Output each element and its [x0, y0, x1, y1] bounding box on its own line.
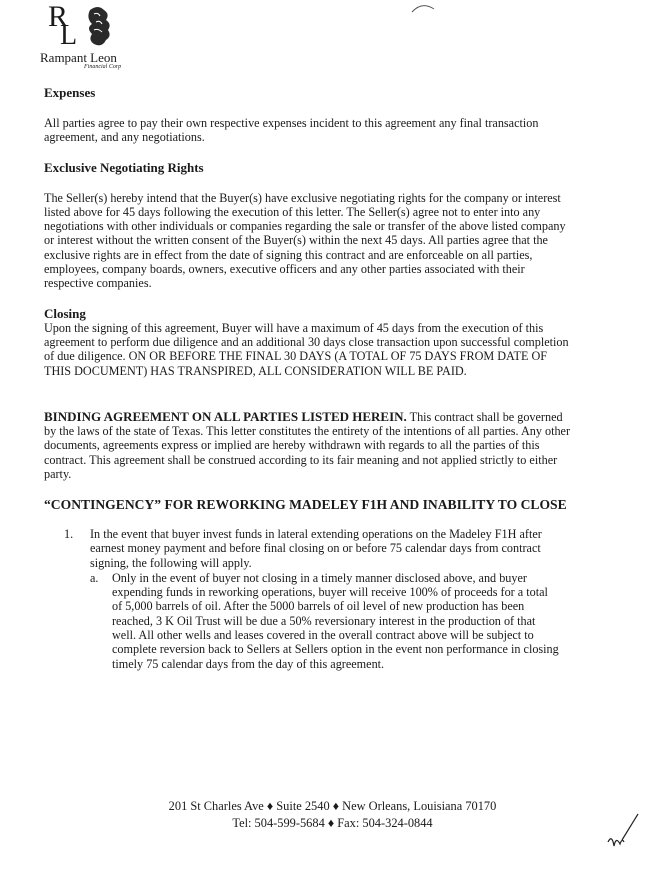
- binding-agreement-text: This contract shall be governed by the laws of the state of Texas. This letter constitutes the entirety of the intentions of all parties. Any other documents, agreements express or implied are hereby withdrawn with regards to all the parties of this contract. This agreement shall be construed according to its fair meaning and not applied strictly to either party.: [44, 409, 571, 482]
- expenses-paragraph: All parties agree to pay their own respective expenses incident to this agreement any final transaction agreement, and any negotiations.: [44, 116, 539, 145]
- closing-paragraph: Upon the signing of this agreement, Buyer will have a maximum of 45 days from the execution of this agreement to perform due diligence and an additional 30 days close transaction upon successful completion of due diligence. ON OR BEFORE THE FINAL 30 DAYS (A TOTAL OF 75 DAYS FROM DATE OF THIS DOCUMENT) HAS TRANSPIRED, ALL CONSIDERATION WILL BE PAID.: [44, 320, 569, 378]
- contingency-sublist-item-a: [90, 571, 560, 671]
- handwritten-initials: [604, 812, 640, 854]
- footer-phone-fax: Tel: 504-599-5684 ♦ Fax: 504-324-0844: [232, 816, 433, 830]
- exclusive-rights-heading: Exclusive Negotiating Rights: [44, 159, 204, 175]
- closing-heading: Closing: [44, 305, 86, 321]
- list-item-number: 1.: [64, 526, 74, 541]
- binding-agreement-heading: BINDING AGREEMENT ON ALL PARTIES LISTED HEREIN.: [44, 408, 407, 424]
- sublist-item-letter: a.: [90, 570, 99, 585]
- logo-company-subtitle: Financial Corp: [84, 64, 122, 70]
- logo-letter-l: L: [60, 20, 78, 51]
- contingency-item-a-text: Only in the event of buyer not closing in a timely manner disclosed above, and buyer expending funds in reworking operations, buyer will receive 100% of proceeds for a total of 5,000 barrels of oil. After the 5000 barrels of oil level of new production has been reached, 3 K Oil Trust will be due a 50% reversionary interest in the production of that well. All other wells and leases covered in the overall contract above will be subject to complete reversion back to Sellers at Sellers option in the event non performance in closing timely 75 calendar days from the day of this agreement.: [112, 570, 559, 671]
- logo-company-name: Rampant Leon: [40, 50, 117, 65]
- logo-monogram: [40, 2, 150, 54]
- lion-icon: [84, 4, 114, 48]
- letter-body: [44, 86, 574, 671]
- letterhead-footer: [0, 798, 645, 832]
- company-logo: [40, 2, 150, 80]
- contingency-item-1-text: In the event that buyer invest funds in lateral extending operations on the Madeley F1H after earnest money payment and before final closing on or before 75 calendar days from contract signing, the following will apply.: [90, 526, 542, 570]
- footer-address: 201 St Charles Ave ♦ Suite 2540 ♦ New Orleans, Louisiana 70170: [168, 799, 497, 813]
- logo-letter-r: R: [48, 0, 69, 33]
- binding-agreement-paragraph: [44, 410, 574, 481]
- expenses-heading: Expenses: [44, 85, 96, 100]
- exclusive-rights-paragraph: The Seller(s) hereby intend that the Buyer(s) have exclusive negotiating rights for the company or interest listed above for 45 days following the execution of this letter. The Seller(s) agree not to enter into any negotiations with other individuals or companies regarding the sale or transfer of the above listed company or interest without the written consent of the Buyer(s) within the next 45 days. All parties agree that the exclusive rights are in effect from the date of signing this contract and are enforceable on all parties, employees, company boards, owners, executive officers and any other parties associated with their respective companies.: [44, 190, 566, 291]
- contingency-list-item-1: [44, 527, 574, 671]
- scan-mark: [410, 0, 436, 10]
- contingency-heading: “CONTINGENCY” FOR REWORKING MADELEY F1H AND INABILITY TO CLOSE: [44, 497, 567, 513]
